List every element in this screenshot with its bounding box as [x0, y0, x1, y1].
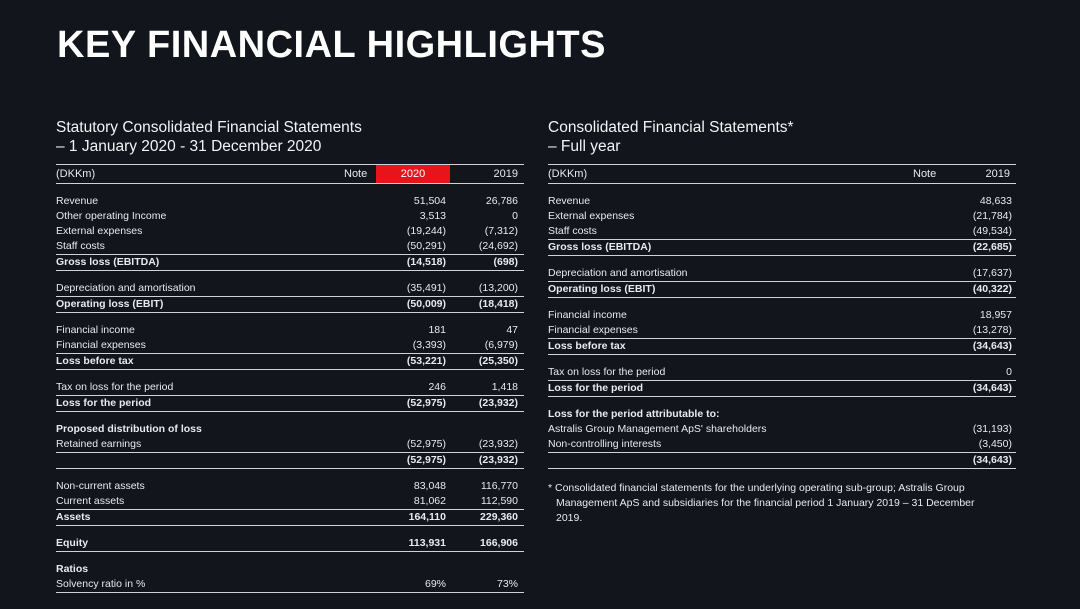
- footnote-line2: Management ApS and subsidiaries for the financial period 1 January 2019 – 31 December: [556, 497, 975, 509]
- section-heading: [56, 562, 524, 577]
- value-2019: 47: [506, 324, 518, 336]
- table-row: [56, 396, 524, 412]
- left-heading-line2: – 1 January 2020 - 31 December 2020: [56, 138, 322, 155]
- right-heading-line2: – Full year: [548, 138, 621, 155]
- value-2019: (22,685): [972, 241, 1012, 253]
- table-row: [56, 255, 524, 271]
- row-label: Tax on loss for the period: [548, 366, 666, 378]
- footnote: [548, 481, 975, 526]
- year-2019-header: 2019: [493, 168, 518, 180]
- section-heading: [548, 407, 1016, 422]
- table-row: [548, 308, 1016, 323]
- value-2020: 69%: [424, 578, 446, 590]
- row-label: External expenses: [548, 210, 635, 222]
- row-label: Assets: [56, 511, 91, 523]
- row-label: Proposed distribution of loss: [56, 423, 202, 435]
- table-row: [56, 354, 524, 370]
- value-2020: (50,291): [406, 240, 446, 252]
- table-row: [548, 209, 1016, 224]
- value-2019: (13,200): [478, 282, 518, 294]
- table-row: [548, 194, 1016, 209]
- value-2019: (21,784): [972, 210, 1012, 222]
- row-label: Revenue: [548, 195, 591, 207]
- value-2019: 48,633: [979, 195, 1012, 207]
- value-2019: 26,786: [485, 195, 518, 207]
- row-label: Loss for the period: [548, 382, 644, 394]
- table-row: [56, 323, 524, 338]
- table-row: [56, 281, 524, 297]
- section-heading: [56, 422, 524, 437]
- value-2020: 83,048: [413, 480, 446, 492]
- table-row: [548, 339, 1016, 355]
- table-row: [56, 380, 524, 396]
- value-2020: (19,244): [406, 225, 446, 237]
- value-2019: 229,360: [480, 511, 518, 523]
- value-2019: (40,322): [972, 283, 1012, 295]
- row-label: Operating loss (EBIT): [56, 298, 164, 310]
- value-2020: 81,062: [413, 495, 446, 507]
- value-2019: 1,418: [491, 381, 518, 393]
- value-2020: (52,975): [406, 397, 446, 409]
- row-label: Staff costs: [548, 225, 597, 237]
- left-heading: [56, 118, 524, 164]
- left-heading-line1: Statutory Consolidated Financial Statements: [56, 119, 362, 136]
- value-2019: (23,932): [478, 397, 518, 409]
- table-row: [56, 479, 524, 494]
- value-2020: (52,975): [406, 454, 446, 466]
- table-row: [56, 297, 524, 313]
- row-label: Equity: [56, 537, 89, 549]
- year-2020-header: 2020: [376, 165, 450, 183]
- row-label: Financial expenses: [548, 324, 638, 336]
- value-2019: (25,350): [478, 355, 518, 367]
- table-row: [56, 209, 524, 224]
- row-label: Non-current assets: [56, 480, 145, 492]
- value-2020: (53,221): [406, 355, 446, 367]
- row-label: Astralis Group Management ApS' shareholders: [548, 423, 767, 435]
- value-2019: 0: [1006, 366, 1012, 378]
- row-label: Current assets: [56, 495, 125, 507]
- value-2019: 166,906: [480, 537, 518, 549]
- consolidated-statements-panel: [548, 118, 1016, 524]
- table-row: [548, 240, 1016, 256]
- value-2020: (3,393): [412, 339, 446, 351]
- value-2019: (7,312): [484, 225, 518, 237]
- value-2019: (17,637): [972, 267, 1012, 279]
- value-2020: (35,491): [406, 282, 446, 294]
- footnote-line1: * Consolidated financial statements for the underlying operating sub-group; Astralis Group: [548, 482, 965, 494]
- row-label: Non-controlling interests: [548, 438, 662, 450]
- row-label: Retained earnings: [56, 438, 142, 450]
- table-row: [56, 194, 524, 209]
- row-label: Operating loss (EBIT): [548, 283, 656, 295]
- table-row: [548, 381, 1016, 397]
- value-2020: 181: [428, 324, 446, 336]
- row-label: Loss for the period: [56, 397, 152, 409]
- table-row: [56, 494, 524, 510]
- row-label: Ratios: [56, 563, 89, 575]
- value-2020: (14,518): [406, 256, 446, 268]
- page-title: KEY FINANCIAL HIGHLIGHTS: [57, 24, 606, 66]
- row-label: Loss before tax: [56, 355, 134, 367]
- value-2019: (3,450): [978, 438, 1012, 450]
- table-row: [56, 536, 524, 552]
- footnote-line3: 2019.: [556, 512, 583, 524]
- table-row: [548, 282, 1016, 298]
- table-row: [56, 577, 524, 593]
- row-label: Depreciation and amortisation: [56, 282, 196, 294]
- note-header: Note: [913, 168, 937, 180]
- row-label: Revenue: [56, 195, 99, 207]
- table-row: [56, 239, 524, 255]
- value-2019: 0: [512, 210, 518, 222]
- row-label: Financial income: [56, 324, 135, 336]
- left-column-header: [56, 164, 524, 184]
- row-label: Other operating Income: [56, 210, 167, 222]
- row-label: Loss for the period attributable to:: [548, 408, 720, 420]
- value-2019: 18,957: [979, 309, 1012, 321]
- value-2019: (23,932): [478, 454, 518, 466]
- table-row: [548, 437, 1016, 453]
- value-2020: (50,009): [406, 298, 446, 310]
- value-2019: (24,692): [478, 240, 518, 252]
- table-row: [56, 437, 524, 453]
- value-2019: (34,643): [972, 340, 1012, 352]
- row-label: Tax on loss for the period: [56, 381, 174, 393]
- value-2020: 246: [428, 381, 446, 393]
- value-2019: (34,643): [972, 382, 1012, 394]
- value-2019: 112,590: [480, 495, 518, 507]
- row-label: Financial expenses: [56, 339, 146, 351]
- unit-label: (DKKm): [548, 168, 588, 180]
- value-2019: (6,979): [484, 339, 518, 351]
- value-2019: (31,193): [972, 423, 1012, 435]
- value-2020: (52,975): [406, 438, 446, 450]
- table-row: [548, 266, 1016, 282]
- unit-label: (DKKm): [56, 168, 96, 180]
- table-row: [548, 224, 1016, 240]
- value-2019: (49,534): [972, 225, 1012, 237]
- value-2019: (698): [493, 256, 518, 268]
- value-2019: 116,770: [480, 480, 518, 492]
- value-2020: 51,504: [413, 195, 446, 207]
- table-row: [548, 365, 1016, 381]
- year-2019-header: 2019: [985, 168, 1010, 180]
- table-row: [548, 453, 1016, 469]
- right-column-header: [548, 164, 1016, 184]
- right-heading-line1: Consolidated Financial Statements*: [548, 119, 794, 136]
- table-row: [56, 224, 524, 239]
- value-2019: 73%: [496, 578, 518, 590]
- row-label: Financial income: [548, 309, 627, 321]
- row-label: Depreciation and amortisation: [548, 267, 688, 279]
- right-heading: [548, 118, 1016, 164]
- value-2020: 3,513: [419, 210, 446, 222]
- value-2019: (13,278): [972, 324, 1012, 336]
- value-2019: (23,932): [478, 438, 518, 450]
- row-label: Gross loss (EBITDA): [548, 241, 652, 253]
- value-2019: (18,418): [478, 298, 518, 310]
- row-label: Solvency ratio in %: [56, 578, 146, 590]
- table-row: [56, 453, 524, 469]
- row-label: External expenses: [56, 225, 143, 237]
- statutory-statements-panel: [56, 118, 524, 590]
- value-2020: 113,931: [408, 537, 446, 549]
- note-header: Note: [344, 168, 368, 180]
- table-row: [548, 422, 1016, 437]
- value-2020: 164,110: [408, 511, 446, 523]
- row-label: Gross loss (EBITDA): [56, 256, 160, 268]
- table-row: [548, 323, 1016, 339]
- value-2019: (34,643): [972, 454, 1012, 466]
- table-row: [56, 510, 524, 526]
- row-label: Staff costs: [56, 240, 105, 252]
- row-label: Loss before tax: [548, 340, 626, 352]
- table-row: [56, 338, 524, 354]
